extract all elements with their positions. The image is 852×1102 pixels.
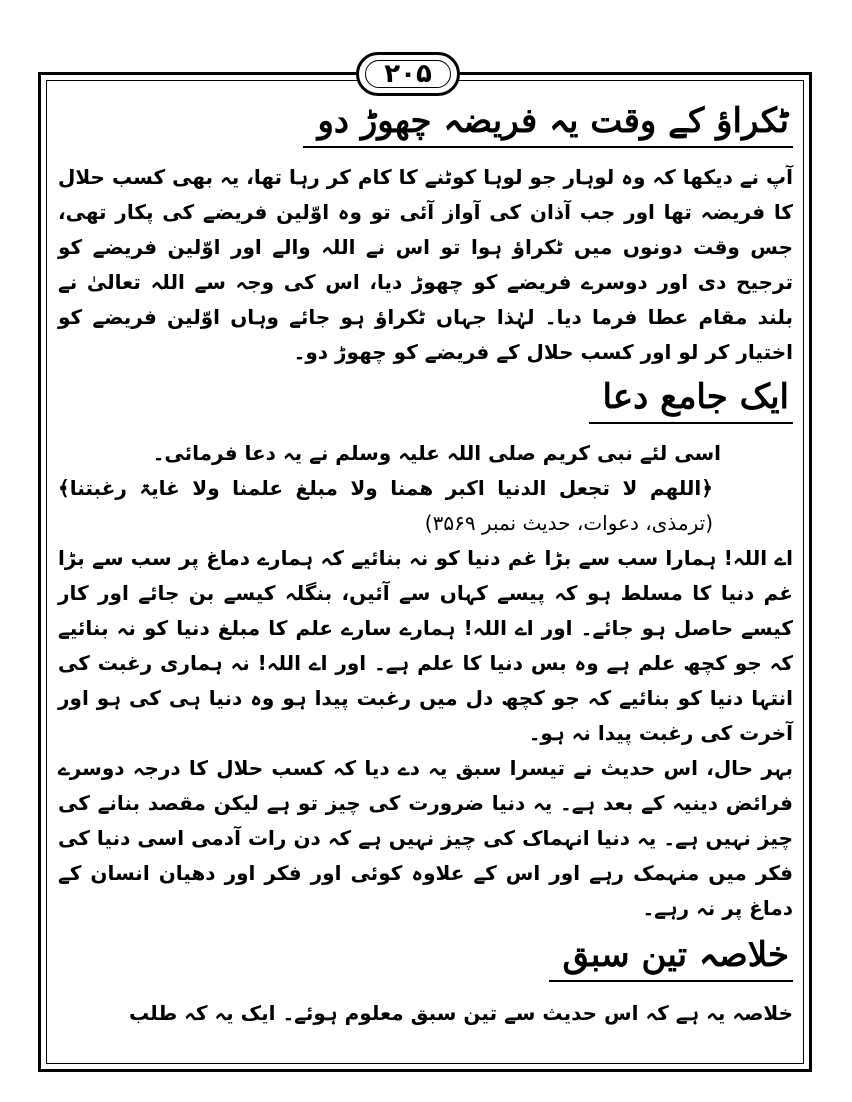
section-1 (58, 96, 793, 154)
section-3-paragraph: خلاصہ یہ ہے کہ اس حدیث سے تین سبق معلوم ہوئے۔ ایک یہ کہ طلب (129, 1001, 793, 1025)
dua-reference: (ترمذی، دعوات، حدیث نمبر ۳۵۶۹) (424, 511, 713, 535)
dua-intro: اسی لئے نبی کریم صلی اللہ علیہ وسلم نے یہ دعا فرمائی۔ (152, 441, 721, 465)
dua-arabic: ﴿اللھم لا تجعل الدنیا اکبر ھمنا ولا مبلغ علمنا ولا غایۃ رغبتنا﴾ (58, 476, 713, 500)
page-number: ۲۰۵ (365, 60, 451, 88)
page-number-badge (356, 52, 460, 96)
section-1-paragraph: آپ نے دیکھا کہ وہ لوہار جو لوہا کوٹنے کا کام کر رہا تھا، یہ بھی کسب حلال کا فریضہ تھا اور جب آذان کی آواز آئی تو وہ اوّلین فریضے کی پکار تھی، جس وقت دونوں میں ٹکراؤ ہوا تو اس نے اللہ والے اور اوّلین فریضے کو ترجیح دی اور دوسرے فریضے کو چھوڑ دیا، اس کی وجہ سے اللہ تعالیٰ نے بلند مقام عطا فرما دیا۔ لہٰذا جہاں ٹکراؤ ہو جائے وہاں اوّلین فریضے کو اختیار کر لو اور کسب حلال کے فریضے کو چھوڑ دو۔ (58, 165, 793, 364)
section-heading-summary: خلاصہ تین سبق (549, 930, 793, 982)
dua-arabic-text (58, 471, 773, 541)
section-3 (58, 930, 793, 988)
section-2 (58, 372, 793, 430)
section-2-paragraph-2: بہر حال، اس حدیث نے تیسرا سبق یہ دے دیا کہ کسب حلال کا درجہ دوسرے فرائض دینیہ کے بعد ہے۔ یہ دنیا ضرورت کی چیز تو ہے لیکن مقصد بنانے کی چیز نہیں ہے۔ یہ دنیا انہماک کی چیز نہیں ہے کہ دن رات آدمی اسی دنیا کی فکر میں منہمک رہے اور اس کے علاوہ کوئی اور فکر اور دھیان انسان کے دماغ پر نہ رہے۔ (58, 756, 793, 920)
section-heading-comprehensive-dua: ایک جامع دعا (589, 372, 794, 424)
section-heading-conflict: ٹکراؤ کے وقت یہ فریضہ چھوڑ دو (303, 96, 793, 148)
section-2-paragraph: اے اللہ! ہمارا سب سے بڑا غم دنیا کو نہ بنائیے کہ ہمارے دماغ پر سب سے بڑا غم دنیا کا مسلط ہو کہ پیسے کہاں سے آئیں، بنگلہ کیسے بن جائے اور کار کیسے حاصل ہو جائے۔ اور اے اللہ! ہمارے سارے علم کا مبلغ دنیا کو نہ بنائیے کہ جو کچھ علم ہے وہ بس دنیا کا علم ہے۔ اور اے اللہ! نہ ہماری رغبت کی انتہا دنیا کو بنائیے کہ جو کچھ دل میں رغبت پیدا ہو وہ دنیا ہی کی ہو اور آخرت کی رغبت پیدا نہ ہو۔ (58, 546, 793, 745)
page-content (58, 96, 793, 1056)
